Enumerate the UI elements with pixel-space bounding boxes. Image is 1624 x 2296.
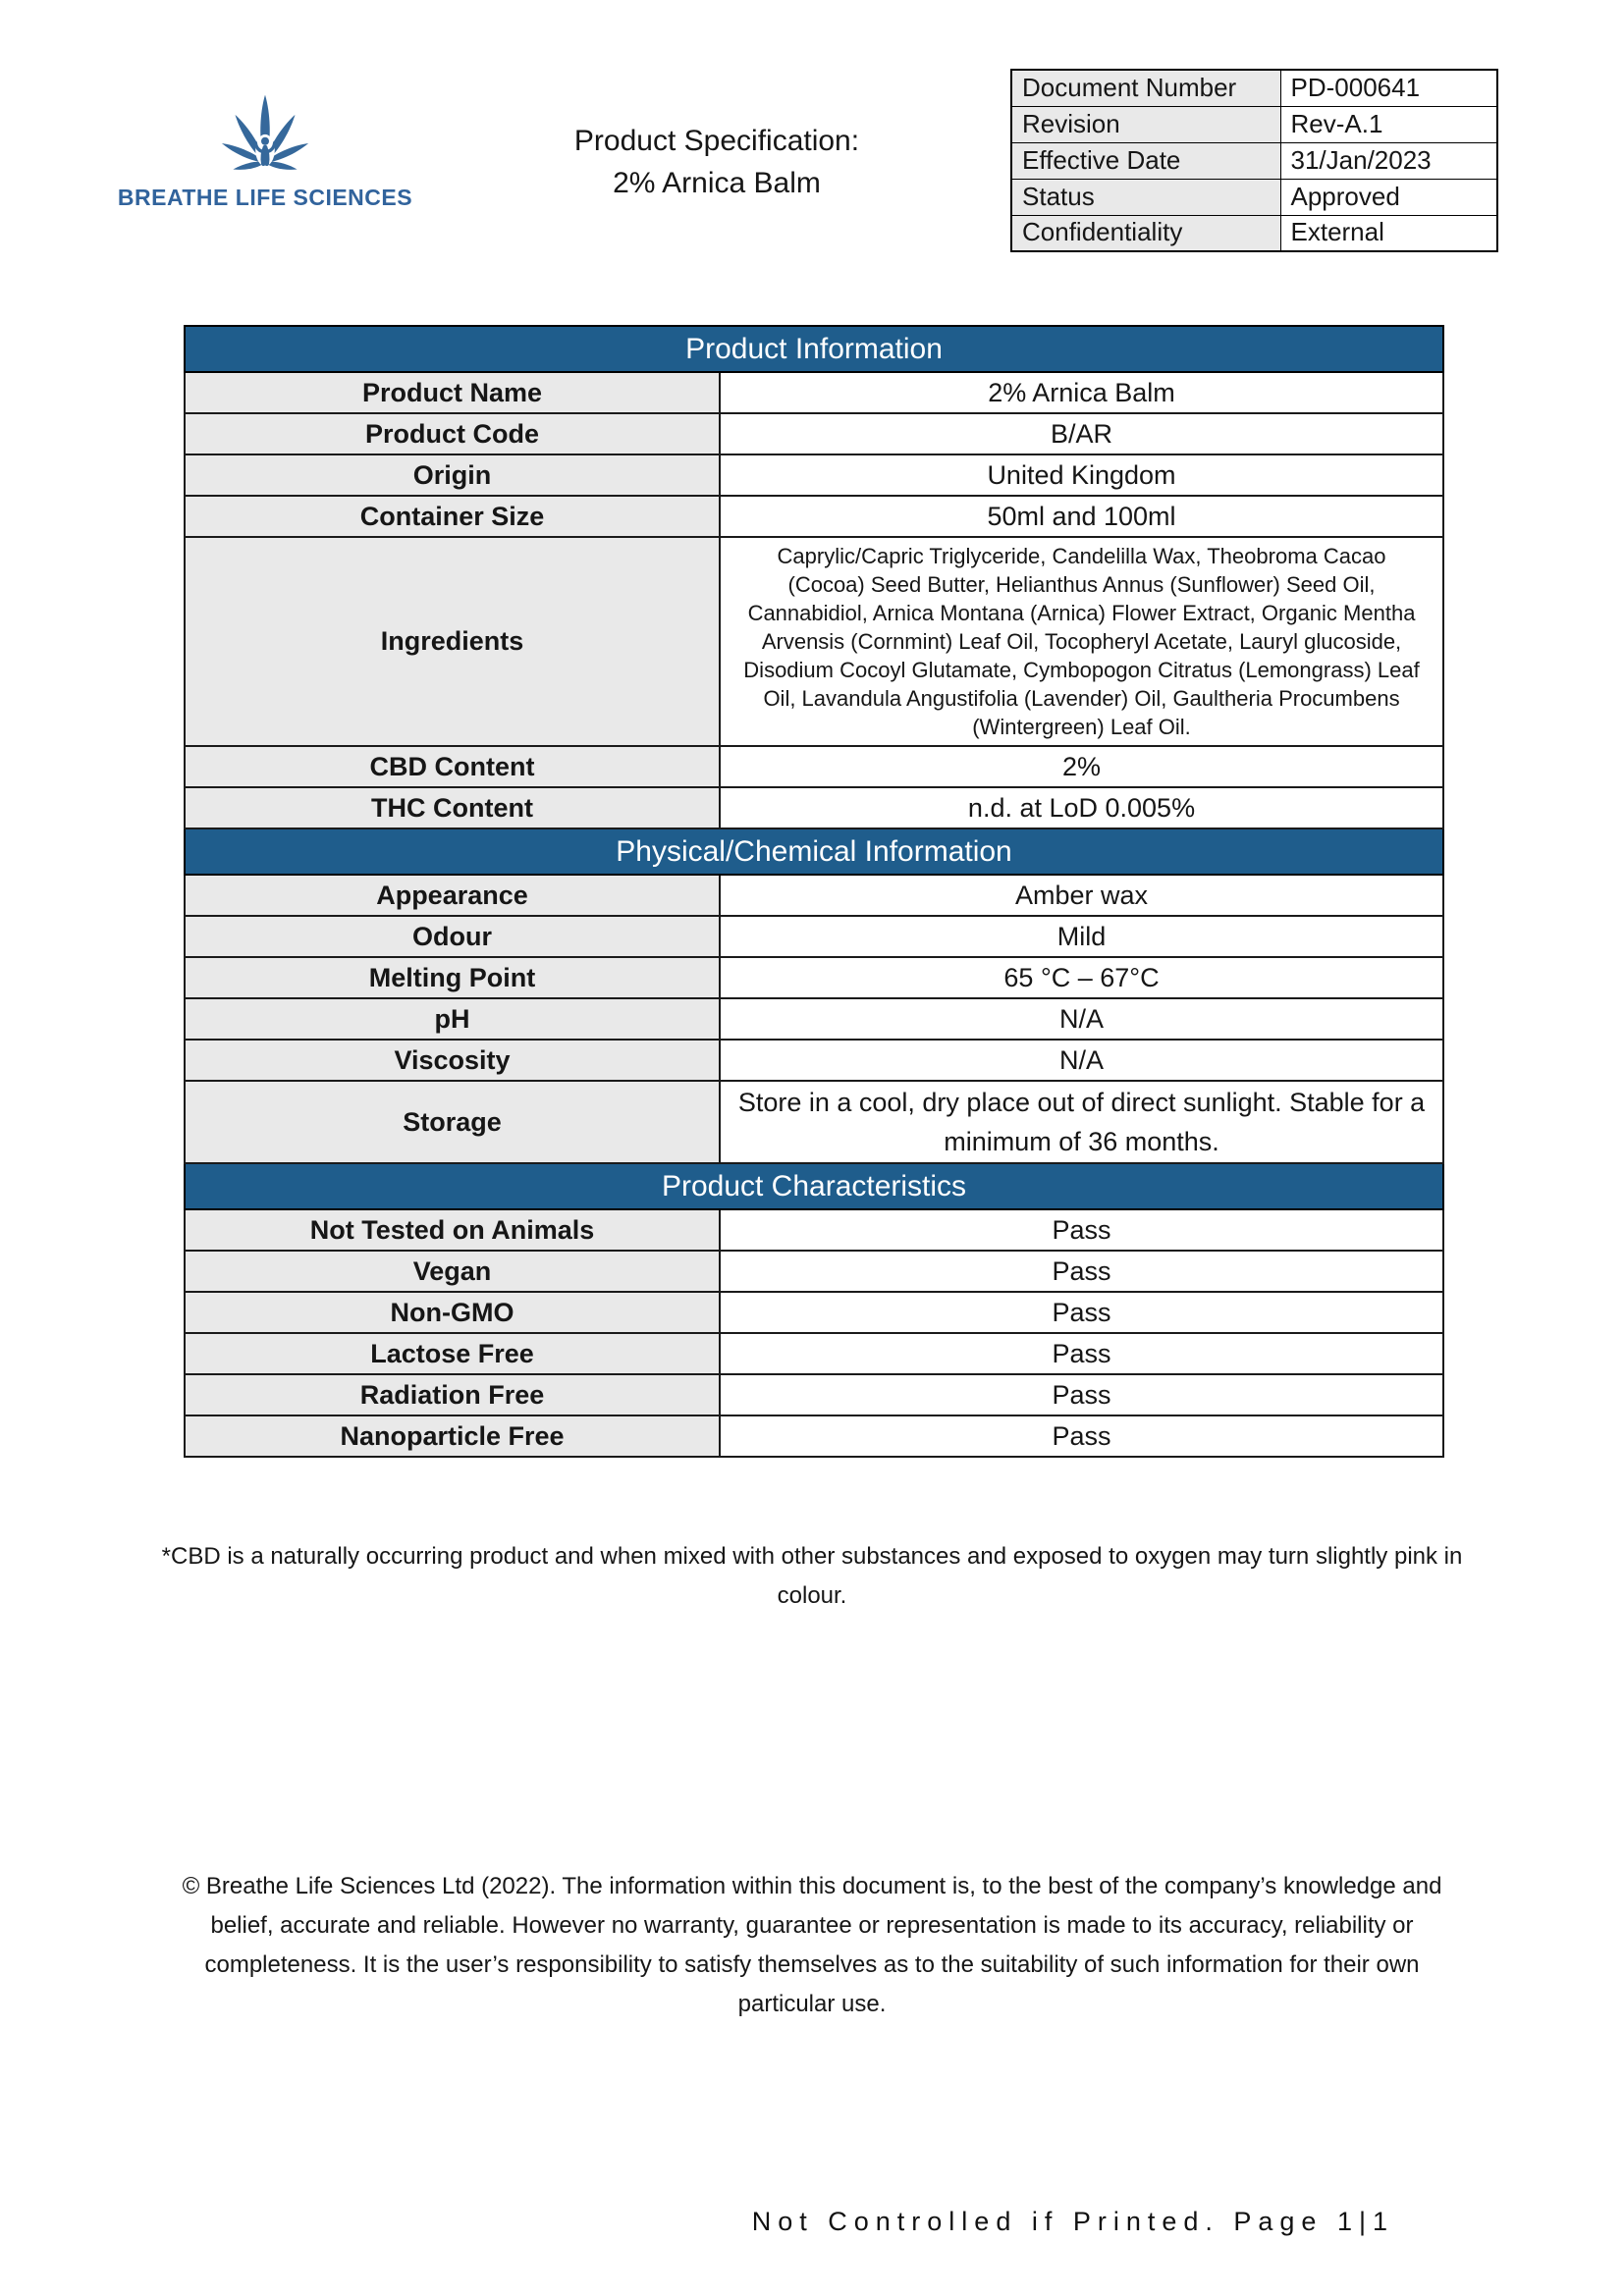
spec-label: Odour (185, 916, 720, 957)
spec-value: Pass (720, 1333, 1443, 1374)
spec-value: Pass (720, 1251, 1443, 1292)
spec-row (185, 1040, 1443, 1081)
spec-table (184, 325, 1444, 1458)
spec-label: CBD Content (185, 746, 720, 787)
spec-label: Not Tested on Animals (185, 1209, 720, 1251)
doc-info-value: 31/Jan/2023 (1280, 142, 1497, 179)
spec-label: Origin (185, 454, 720, 496)
spec-row (185, 1209, 1443, 1251)
spec-row (185, 454, 1443, 496)
doc-info-row (1011, 106, 1497, 142)
spec-row (185, 998, 1443, 1040)
spec-row (185, 916, 1443, 957)
brand-name: BREATHE LIFE SCIENCES (117, 185, 413, 210)
section-title: Physical/Chemical Information (185, 828, 1443, 875)
section-header-product-characteristics (185, 1163, 1443, 1209)
section-title: Product Information (185, 326, 1443, 372)
spec-row (185, 1333, 1443, 1374)
spec-row (185, 372, 1443, 413)
spec-label: Melting Point (185, 957, 720, 998)
spec-label: Lactose Free (185, 1333, 720, 1374)
doc-info-label: Effective Date (1011, 142, 1280, 179)
spec-label: Radiation Free (185, 1374, 720, 1415)
doc-info-row (1011, 179, 1497, 215)
spec-value: N/A (720, 1040, 1443, 1081)
spec-label: Appearance (185, 875, 720, 916)
spec-label: Ingredients (185, 537, 720, 746)
company-logo (98, 90, 432, 211)
spec-row (185, 496, 1443, 537)
spec-label: THC Content (185, 787, 720, 828)
spec-row-storage (185, 1081, 1443, 1163)
spec-row (185, 1292, 1443, 1333)
page-title (422, 120, 1011, 204)
section-header-product-information (185, 326, 1443, 372)
copyright-notice: © Breathe Life Sciences Ltd (2022). The information within this document is, to the best of the company’s knowledge and belief, accurate and reliable. However no warranty, guarantee or representation is made to its accuracy, reliability or completeness. It is the user’s responsibility to satisfy themselves as to the suitability of such information for their own particular use. (182, 1873, 1442, 2017)
section-title: Product Characteristics (185, 1163, 1443, 1209)
spec-row (185, 875, 1443, 916)
section-header-physical-chemical (185, 828, 1443, 875)
spec-label: Container Size (185, 496, 720, 537)
spec-row (185, 787, 1443, 828)
spec-value: Store in a cool, dry place out of direct sunlight. Stable for a minimum of 36 months. (720, 1081, 1443, 1163)
spec-row (185, 746, 1443, 787)
doc-info-label: Revision (1011, 106, 1280, 142)
doc-info-value: External (1280, 215, 1497, 251)
doc-info-value: Approved (1280, 179, 1497, 215)
spec-row (185, 1251, 1443, 1292)
spec-label: Product Code (185, 413, 720, 454)
spec-value: Pass (720, 1415, 1443, 1457)
doc-info-value: Rev-A.1 (1280, 106, 1497, 142)
cannabis-leaf-person-icon (205, 90, 325, 181)
spec-value: Pass (720, 1374, 1443, 1415)
spec-value: n.d. at LoD 0.005% (720, 787, 1443, 828)
doc-info-label: Status (1011, 179, 1280, 215)
doc-info-label: Confidentiality (1011, 215, 1280, 251)
spec-label: pH (185, 998, 720, 1040)
doc-info-label: Document Number (1011, 70, 1280, 106)
spec-row (185, 957, 1443, 998)
page-footer-text: Not Controlled if Printed. Page 1|1 (751, 2207, 1394, 2236)
spec-label: Non-GMO (185, 1292, 720, 1333)
page-title-line1: Product Specification: (573, 125, 860, 157)
spec-value: N/A (720, 998, 1443, 1040)
spec-row (185, 413, 1443, 454)
doc-info-table (1010, 69, 1498, 252)
spec-label: Product Name (185, 372, 720, 413)
doc-info-row (1011, 215, 1497, 251)
spec-label: Nanoparticle Free (185, 1415, 720, 1457)
spec-value: 2% Arnica Balm (720, 372, 1443, 413)
spec-row-ingredients (185, 537, 1443, 746)
spec-label: Storage (185, 1081, 720, 1163)
spec-value: 50ml and 100ml (720, 496, 1443, 537)
page-title-line2: 2% Arnica Balm (613, 167, 821, 199)
spec-row (185, 1415, 1443, 1457)
spec-value: Caprylic/Capric Triglyceride, Candelilla Wax, Theobroma Cacao (Cocoa) Seed Butter, Helianthus Annus (Sunflower) Seed Oil, Cannabidiol, Arnica Montana (Arnica) Flower Extract, Organic Mentha Arvensis (Cornmint) Leaf Oil, Tocopheryl Acetate, Lauryl glucoside, Disodium Cocoyl Glutamate, Cymbopogon Citratus (Lemongrass) Leaf Oil, Lavandula Angustifolia (Lavender) Oil, Gaultheria Procumbens (Wintergreen) Leaf Oil. (720, 537, 1443, 746)
spec-value: Amber wax (720, 875, 1443, 916)
spec-value: United Kingdom (720, 454, 1443, 496)
spec-row (185, 1374, 1443, 1415)
spec-value: Pass (720, 1292, 1443, 1333)
spec-value: 2% (720, 746, 1443, 787)
spec-value: Mild (720, 916, 1443, 957)
doc-info-row (1011, 142, 1497, 179)
spec-value: 65 °C – 67°C (720, 957, 1443, 998)
doc-info-value: PD-000641 (1280, 70, 1497, 106)
cbd-footnote: *CBD is a naturally occurring product and when mixed with other substances and exposed to oxygen may turn slightly pink in colour. (161, 1543, 1463, 1609)
spec-label: Viscosity (185, 1040, 720, 1081)
spec-label: Vegan (185, 1251, 720, 1292)
spec-value: B/AR (720, 413, 1443, 454)
spec-value: Pass (720, 1209, 1443, 1251)
doc-info-row (1011, 70, 1497, 106)
